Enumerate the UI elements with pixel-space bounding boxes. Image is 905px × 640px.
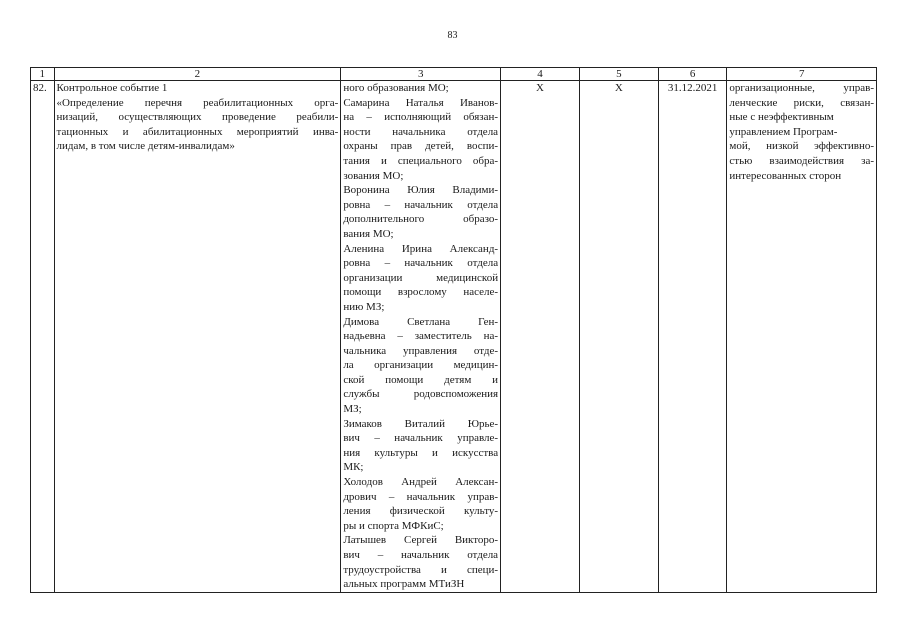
page-number: 83 [447,30,458,41]
column-header: 7 [727,68,877,81]
column-header: 4 [501,68,580,81]
responsible-line: вич – начальник отдела [343,549,499,561]
risk-line: управлением Програм- [729,125,838,138]
deadline-date: 31.12.2021 [658,81,727,593]
responsible-line: ской помощи детям и [343,373,499,386]
responsible-line: МК; [343,461,364,474]
responsible-line: ного образования МО; [343,82,449,94]
header-row [31,68,877,81]
responsible-line: Аленина Ирина Александ- [343,242,499,255]
col4-mark: X [501,81,580,593]
table-row [31,81,877,593]
responsible-line: надьевна – заместитель на- [343,330,499,343]
risk-line: организационные, управ- [729,82,874,94]
responsible-line: на – исполняющий обязан- [343,111,499,124]
responsible-line: нию МЗ; [343,300,385,313]
responsible-cell [341,81,501,593]
responsible-line: ния культуры и искусства [343,446,499,459]
col5-mark: X [579,81,658,593]
responsible-line: службы родовспоможения [343,388,499,401]
column-header: 6 [658,68,727,81]
risk-cell [727,81,877,593]
responsible-line: ления физической культу- [343,505,499,518]
responsible-line: вания МО; [343,227,394,240]
column-header: 5 [579,68,658,81]
event-line: «Определение перечня реабилитационных орга- [56,96,339,109]
risk-line: стью взаимодействия за- [729,154,874,167]
column-header: 2 [54,68,341,81]
responsible-line: Латышев Сергей Викторо- [343,534,499,547]
responsible-line: альных программ МТиЗН [343,578,465,591]
responsible-line: ры и спорта МФКиС; [343,519,444,532]
responsible-line: дрович – начальник управ- [343,490,499,503]
row-number: 82. [31,81,55,593]
responsible-line: Самарина Наталья Иванов- [343,96,499,109]
responsible-line: МЗ; [343,403,362,416]
responsible-line: Димова Светлана Ген- [343,315,499,328]
risk-line: ленческие риски, связан- [729,96,874,109]
event-line: тационных и абилитационных мероприятий инва- [56,125,339,138]
responsible-line: Воронина Юлия Владими- [343,184,499,197]
responsible-line: охраны прав детей, воспи- [343,140,499,153]
responsible-line: ровна – начальник отдела [343,198,499,211]
responsible-line: ности начальника отдела [343,125,499,138]
responsible-line: дополнительного образо- [343,213,499,226]
column-header: 3 [341,68,501,81]
plan-table [30,67,877,593]
responsible-line: чальника управления отде- [343,344,499,357]
event-line: низаций, осуществляющих проведение реабили- [56,111,339,124]
event-cell [54,81,341,593]
event-line: лидам, в том числе детям-инвалидам» [56,140,235,153]
responsible-line: ровна – начальник отдела [343,257,499,270]
risk-line: ные с неэффективным [729,111,834,124]
responsible-line: помощи взрослому населе- [343,286,499,299]
risk-line: интересованных сторон [729,169,842,182]
risk-line: мой, низкой эффективно- [729,140,874,153]
column-header: 1 [31,68,55,81]
responsible-line: Холодов Андрей Алексан- [343,476,499,489]
responsible-line: зования МО; [343,169,404,182]
responsible-line: Зимаков Виталий Юрье- [343,417,499,430]
responsible-line: тания и специального обра- [343,154,499,167]
responsible-line: организации медицинской [343,271,499,284]
responsible-line: ла организации медицин- [343,359,499,372]
event-line: Контрольное событие 1 [56,82,168,94]
responsible-line: вич – начальник управле- [343,432,499,445]
responsible-line: трудоустройства и специ- [343,563,499,576]
